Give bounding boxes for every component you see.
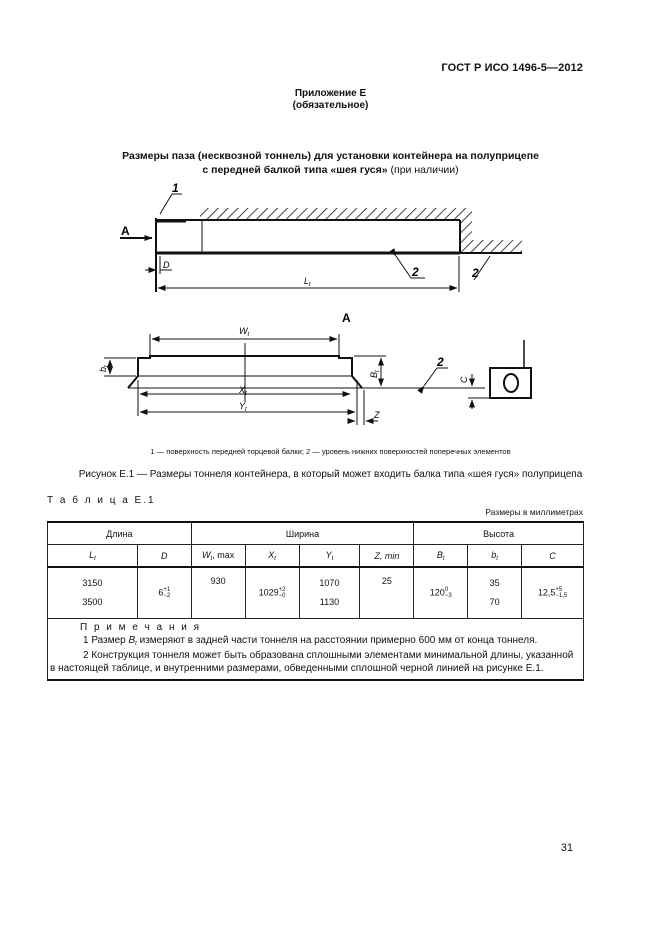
col-bt-small: $b_t$: [468, 545, 522, 568]
col-yt: $Y_t$: [299, 545, 360, 568]
tunnel-drawing: [0, 0, 661, 440]
callout-2a: 2: [412, 265, 419, 279]
dim-bt-big-label: $B_t$: [369, 370, 381, 378]
end-hatch: [460, 208, 472, 252]
group-length: Длина: [48, 522, 192, 545]
cell-wt: 930: [191, 567, 245, 619]
standard-header: ГОСТ Р ИСО 1496-5—2012: [441, 62, 583, 74]
title-line2-bold: с передней балкой типа «шея гуся»: [202, 164, 388, 176]
note-1: 1 Размер $B_t$ измеряют в задней части тоннеля на расстоянии примерно 600 мм от конца тоннеля.: [83, 634, 538, 647]
callout-2b: 2: [472, 266, 479, 280]
dim-lt-label: $L_t$: [304, 276, 311, 288]
view-a-label: А: [121, 224, 130, 238]
front-beam-block: [156, 220, 202, 253]
cell-xt: 1029+2 −0: [245, 567, 299, 619]
dim-bt-small-label: $b_t$: [98, 365, 110, 372]
callout-2a-leader: [396, 256, 411, 278]
callout-1: 1: [172, 181, 179, 195]
table-units: Размеры в миллиметрах: [485, 507, 583, 517]
col-c: C: [522, 545, 584, 568]
cell-z: 25: [360, 567, 414, 619]
cell-bt: 1200 −3: [414, 567, 468, 619]
annex-status: (обязательное): [292, 100, 369, 111]
col-xt: $X_t$: [245, 545, 299, 568]
notes-heading: П р и м е ч а н и я: [80, 622, 202, 633]
dim-z-label: Z: [374, 410, 380, 420]
cell-bt-small: 35 70: [468, 567, 522, 619]
col-bt: $B_t$: [414, 545, 468, 568]
figure-legend: 1 — поверхность передней торцевой балки; 2 — уровень нижних поверхностей поперечных элементов: [150, 447, 511, 456]
callout-2c-leader: [424, 368, 437, 386]
callout-1-leader: [160, 194, 172, 214]
dim-xt-label: $X_t$: [239, 385, 247, 397]
view-a: [98, 311, 531, 425]
figure-title-line1: Размеры паза (несквозной тоннель) для установки контейнера на полуприцепе: [122, 150, 539, 162]
col-lt: $L_t$: [48, 545, 138, 568]
table-notes: [48, 619, 584, 681]
dim-c-label: C: [459, 376, 469, 383]
annex-title: Приложение Е: [294, 88, 367, 99]
group-height: Высота: [414, 522, 584, 545]
page-number: 31: [560, 842, 573, 854]
title-line2-normal: (при наличии): [390, 164, 459, 176]
note-2: 2 Конструкция тоннеля может быть образована сплошными элементами минимальной длины, указанной в настоящей таблице, и внутренними размерами, обведенными сплошной черной линией на рисунке Е.1.: [50, 650, 574, 674]
cell-lt: 3150 3500: [48, 567, 138, 619]
cell-yt: 1070 1130: [299, 567, 360, 619]
dim-yt-label: $Y_t$: [239, 401, 247, 413]
cell-d: 6+1 −2: [137, 567, 191, 619]
dim-wt-label: $W_t$: [239, 326, 250, 338]
group-width: Ширина: [191, 522, 414, 545]
floor-hatch: [472, 240, 522, 252]
col-d: D: [137, 545, 191, 568]
side-view: [120, 181, 522, 292]
top-hatch: [200, 208, 460, 220]
col-z: Z, min: [360, 545, 414, 568]
dimensions-table: [47, 521, 584, 681]
crossmember-hole-icon: [504, 374, 518, 392]
crossmember-section: [490, 368, 531, 398]
section-a-label: А: [342, 311, 351, 325]
table-caption: Т а б л и ц а Е.1: [47, 495, 156, 506]
callout-2c: 2: [437, 355, 444, 369]
figure-caption: Рисунок Е.1 — Размеры тоннеля контейнера, в который может входить балка типа «шея гуся» полуприцепа: [78, 469, 583, 480]
col-wt: $W_t$, max: [191, 545, 245, 568]
dim-d-label: D: [163, 260, 170, 270]
cell-c: 12,5+5 −1,5: [522, 567, 584, 619]
